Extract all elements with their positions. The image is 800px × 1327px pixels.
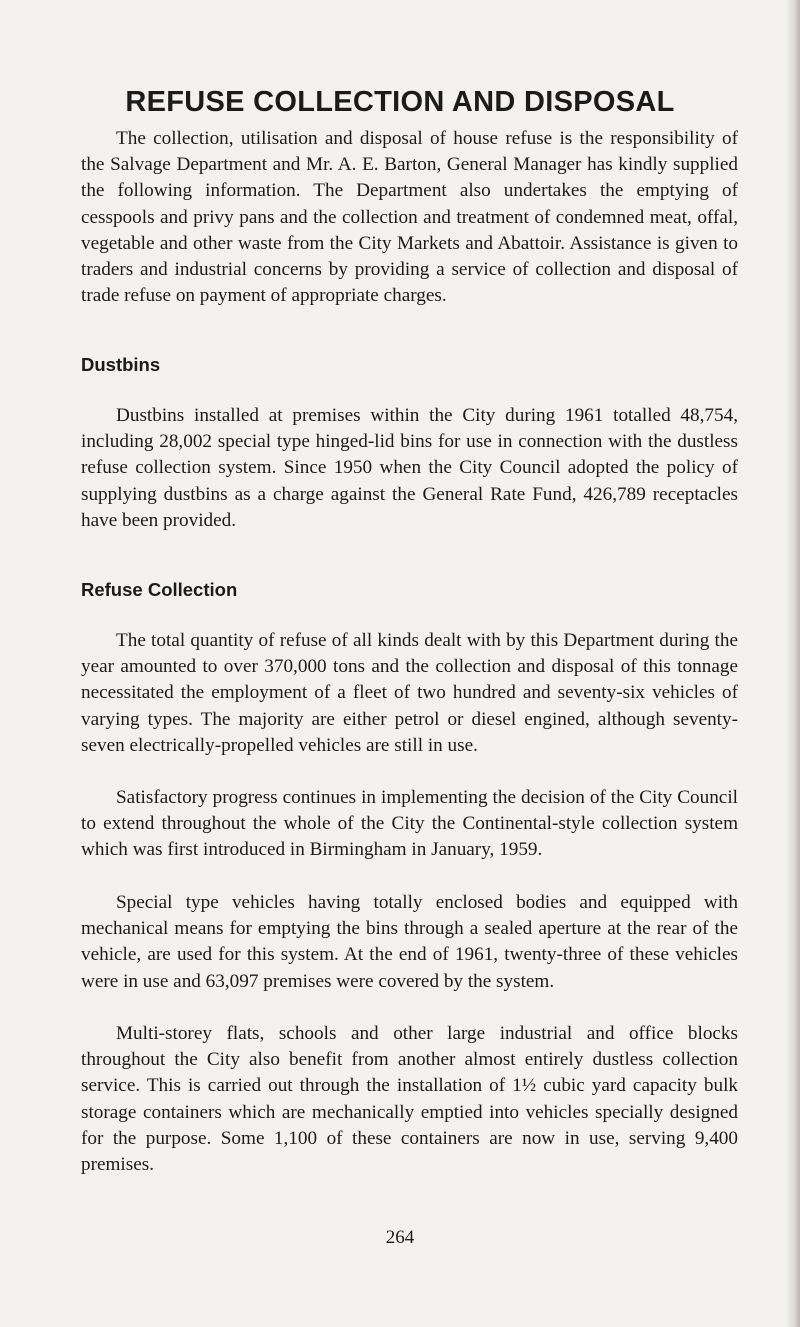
page-number: 264 bbox=[385, 1227, 415, 1248]
refuse-collection-body-1 bbox=[81, 628, 738, 759]
intro-paragraph: The collection, utilisation and disposal of house refuse is the responsibility of the Salvage Department and Mr. A. E. Barton, General Manager has kindly supplied the following information. The Department also undertakes the emptying of cesspools and privy pans and the collection and treatment of condemned meat, offal, vegetable and other waste from the City Markets and Abattoir. Assistance is given to traders and industrial concerns by providing a service of collection and disposal of trade refuse on payment of appropriate charges. bbox=[81, 128, 738, 307]
dustbins-heading: Dustbins bbox=[81, 354, 161, 375]
dustbins-section bbox=[81, 353, 738, 377]
refuse-paragraph-4: Multi-storey flats, schools and other large industrial and office blocks throughout the City also benefit from another almost entirely dustless collection service. This is carried out through the installation of 1½ cubic yard capacity bulk storage containers which are mechanically emptied into vehicles specially designed for the purpose. Some 1,100 of these containers are now in use, serving 9,400 premises. bbox=[81, 1023, 738, 1176]
refuse-collection-body-2 bbox=[81, 785, 738, 864]
refuse-paragraph-2: Satisfactory progress continues in implementing the decision of the City Council to extend throughout the whole of the City the Continental-style collection system which was first introduced in Birmingham in January, 1959. bbox=[81, 787, 738, 861]
refuse-paragraph-1: The total quantity of refuse of all kinds dealt with by this Department during the year amounted to over 370,000 tons and the collection and disposal of this tonnage necessitated the employment of a fleet of two hundred and seventy-six vehicles of varying types. The majority are either petrol or diesel engined, although seventy-seven electrically-propelled vehicles are still in use. bbox=[81, 630, 738, 756]
dustbins-paragraph: Dustbins installed at premises within the City during 1961 totalled 48,754, including 28,002 special type hinged-lid bins for use in connection with the dustless refuse collection system. Since 1950 when the City Council adopted the policy of supplying dustbins as a charge against the General Rate Fund, 426,789 receptacles have been provided. bbox=[81, 405, 738, 531]
refuse-collection-body-4 bbox=[81, 1021, 738, 1178]
dustbins-body bbox=[81, 403, 738, 534]
refuse-collection-body-3 bbox=[81, 890, 738, 995]
page-edge-shadow bbox=[786, 0, 800, 1327]
intro-section bbox=[81, 126, 738, 309]
refuse-collection-section bbox=[81, 578, 738, 602]
refuse-collection-heading: Refuse Collection bbox=[81, 579, 238, 600]
page-title: REFUSE COLLECTION AND DISPOSAL bbox=[125, 86, 675, 118]
refuse-paragraph-3: Special type vehicles having totally enclosed bodies and equipped with mechanical means for emptying the bins through a sealed aperture at the rear of the vehicle, are used for this system. At the end of 1961, twenty-three of these vehicles were in use and 63,097 premises were covered by the system. bbox=[81, 892, 738, 992]
